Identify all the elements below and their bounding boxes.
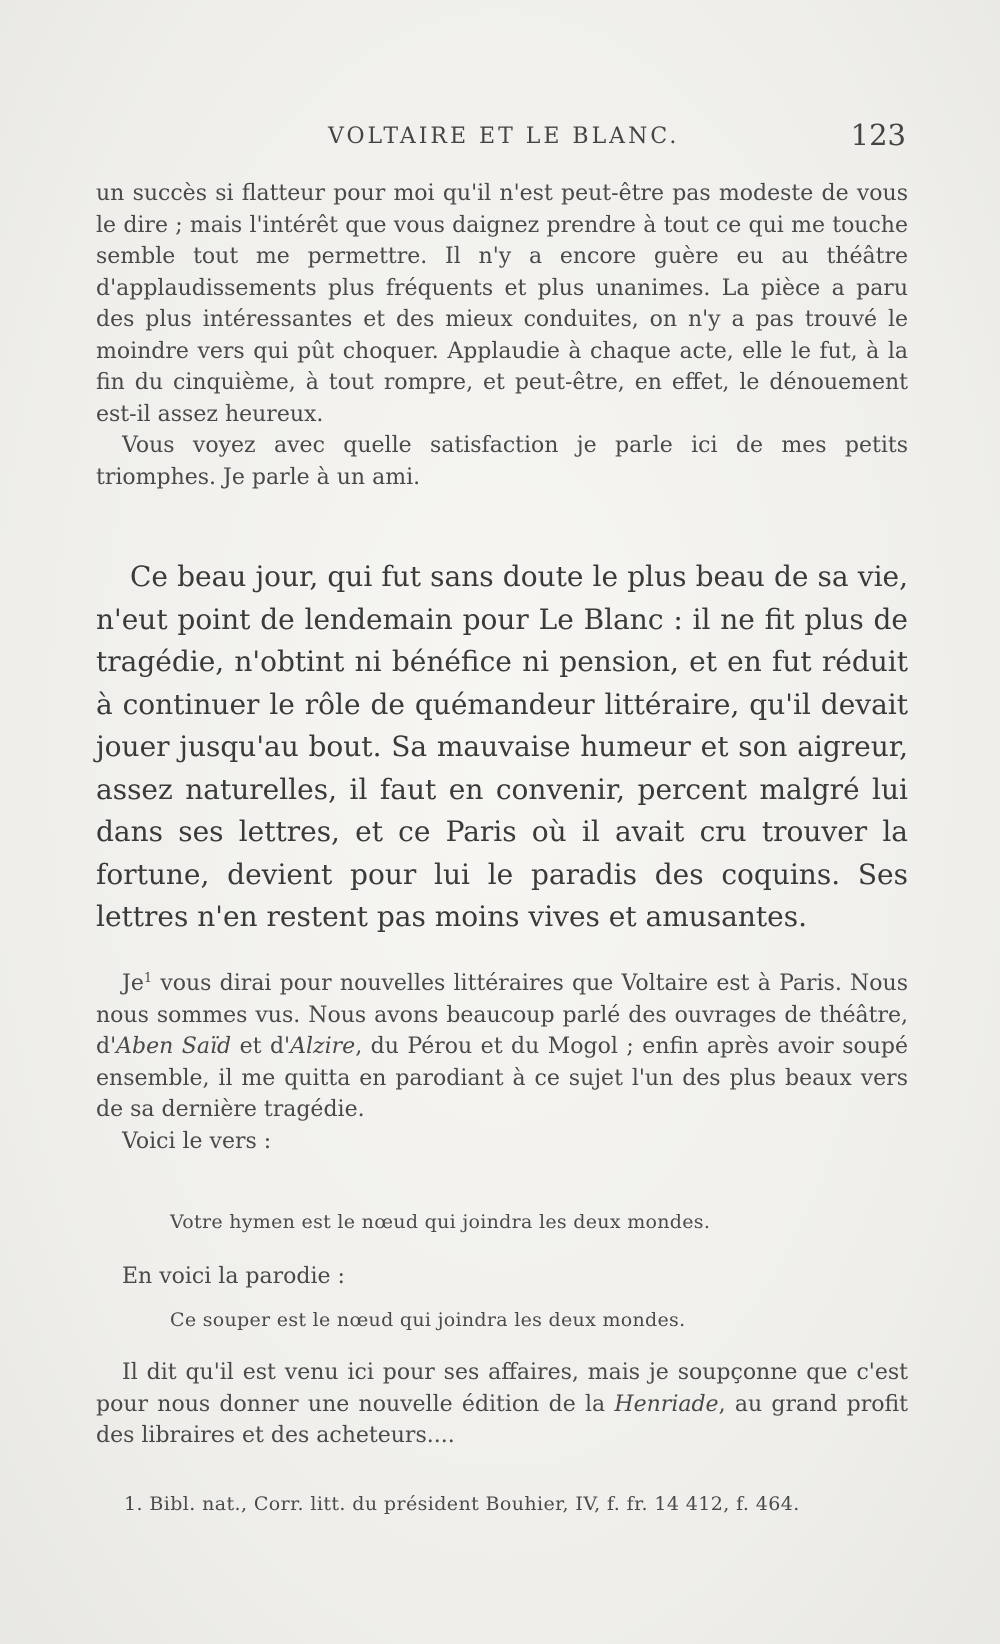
letter-2-closing-start: Il dit qu'il est venu ici pour ses affaires, mais je soupçonne que c'est pour nous donner une nouvelle édition de la	[96, 1360, 908, 1417]
letter-1-paragraph-2: Vous voyez avec quelle satisfaction je parle ici de mes petits triomphes. Je parle à un ami.	[96, 433, 908, 490]
letter-2-text-mid-1: vous dirai pour nouvelles littéraires que Voltaire est à Paris. Nous nous sommes vus. Nous avons beaucoup parlé des ouvrages de théâtre, d'	[96, 971, 908, 1059]
letter-2-closing-block	[96, 1357, 908, 1452]
letter-2-paragraph-1	[96, 963, 908, 1126]
letter-2-paragraph-4	[96, 1357, 908, 1452]
page-number: 123	[850, 118, 906, 152]
letter-excerpt-1	[96, 178, 908, 493]
footnote-reference: 1	[143, 971, 153, 986]
work-title-henriade: Henriade	[614, 1391, 719, 1417]
work-title-aben-said: Aben Saïd	[116, 1034, 232, 1059]
work-title-alzire: Alzire	[290, 1034, 356, 1059]
running-title: VOLTAIRE ET LE BLANC.	[328, 124, 680, 149]
footnote: 1. Bibl. nat., Corr. litt. du président Bouhier, IV, f. fr. 14 412, f. 464.	[124, 1493, 800, 1515]
verse-parody: Ce souper est le nœud qui joindra les deux mondes.	[170, 1309, 686, 1331]
commentary-paragraph: Ce beau jour, qui fut sans doute le plus beau de sa vie, n'eut point de lendemain pour Le Blanc : il ne fit plus de tragédie, n'obtint ni bénéfice ni pension, et en fut réduit à continuer le rôle de quémandeur littéraire, qu'il devait jouer jusqu'au bout. Sa mauvaise humeur et son aigreur, assez naturelles, il faut en convenir, percent malgré lui dans ses lettres, et ce Paris où il avait cru trouver la fortune, devient pour lui le paradis des coquins. Ses lettres n'en restent pas moins vives et amusantes.	[96, 560, 908, 933]
commentary-block	[96, 556, 908, 939]
letter-2-paragraph-3: En voici la parodie :	[122, 1264, 345, 1289]
letter-1-paragraph-1: un succès si flatteur pour moi qu'il n'est peut-être pas modeste de vous le dire ; mais l'intérêt que vous daignez prendre à tout ce qui me touche semble tout me permettre. Il n'y a encore guère eu au théâtre d'applaudissements plus fréquents et plus unanimes. La pièce a paru des plus intéressantes et des mieux conduites, on n'y a pas trouvé le moindre vers qui pût choquer. Applaudie à chaque acte, elle le fut, à la fin du cinquième, à tout rompre, et peut-être, en effet, le dénouement est-il assez heureux.	[96, 181, 908, 427]
letter-2-text-mid-2: et d'	[231, 1034, 291, 1059]
letter-2-paragraph-2: Voici le vers :	[122, 1128, 272, 1154]
letter-excerpt-2	[96, 963, 908, 1157]
letter-2-text-end: , du Pérou et du Mogol ; enfin après avoir soupé ensemble, il me quitta en parodiant à ce sujet l'un des plus beaux vers de sa dernière tragédie.	[96, 1034, 908, 1122]
running-head	[100, 118, 906, 158]
letter-2-closing-end: , au grand profit des libraires et des acheteurs....	[96, 1391, 908, 1448]
verse-original: Votre hymen est le nœud qui joindra les deux mondes.	[170, 1211, 711, 1233]
parody-intro-block	[96, 1261, 908, 1293]
letter-2-text-start: Je	[122, 971, 144, 996]
